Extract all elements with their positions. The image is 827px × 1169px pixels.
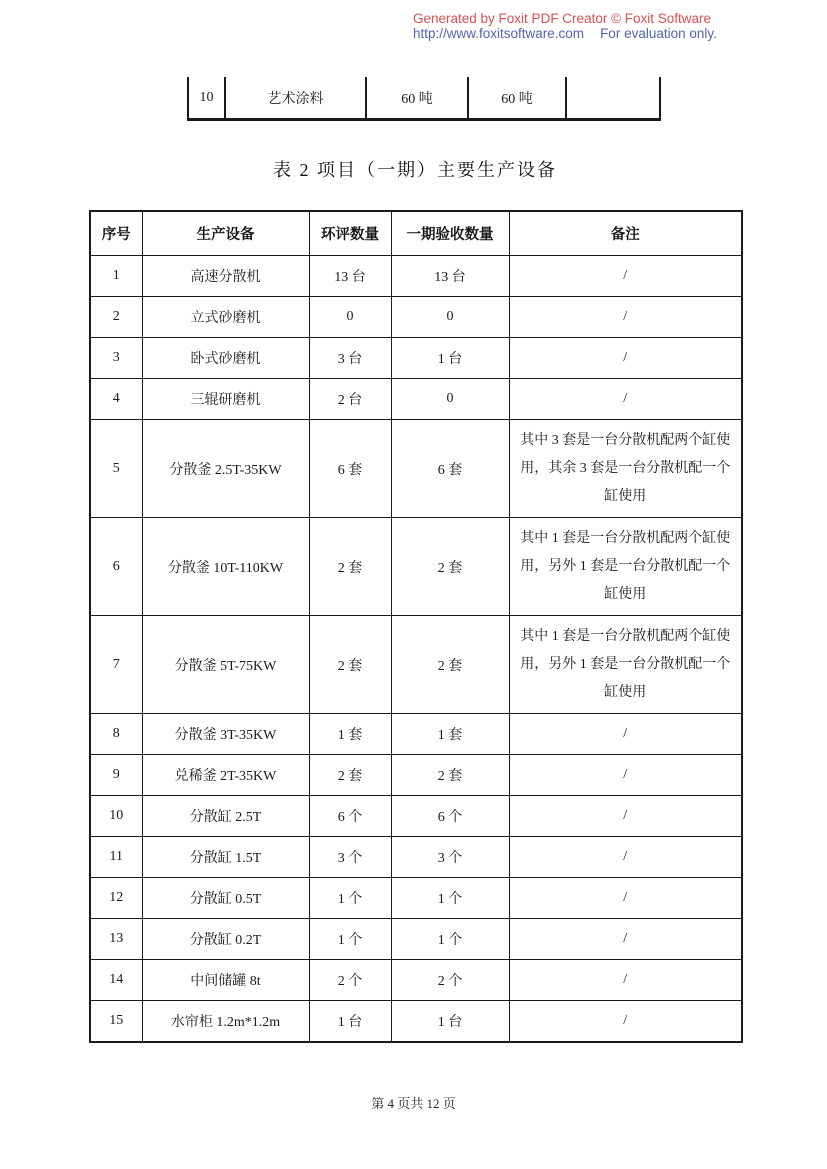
watermark-line2 — [413, 26, 717, 41]
row-number: 7 — [90, 616, 142, 714]
eia-quantity: 1 台 — [309, 1001, 391, 1043]
watermark — [413, 11, 717, 41]
table2-row — [90, 837, 742, 878]
equipment-name: 分散釜 2.5T-35KW — [142, 420, 309, 518]
eia-quantity: 1 个 — [309, 919, 391, 960]
phase1-acceptance-quantity: 3 个 — [391, 837, 509, 878]
table2-row — [90, 919, 742, 960]
remark: / — [509, 338, 742, 379]
table1-continuation-row — [188, 77, 660, 120]
remark: / — [509, 878, 742, 919]
row-number: 1 — [90, 256, 142, 297]
remark: 其中 1 套是一台分散机配两个缸使用，另外 1 套是一台分散机配一个缸使用 — [509, 616, 742, 714]
remark: / — [509, 919, 742, 960]
product-name: 艺术涂料 — [225, 77, 366, 120]
phase1-amount: 60 吨 — [468, 77, 566, 120]
watermark-url: http://www.foxitsoftware.com — [413, 26, 585, 41]
phase1-acceptance-quantity: 2 套 — [391, 755, 509, 796]
row-number: 13 — [90, 919, 142, 960]
row-number: 5 — [90, 420, 142, 518]
row-number: 4 — [90, 379, 142, 420]
eia-quantity: 2 套 — [309, 616, 391, 714]
equipment-name: 卧式砂磨机 — [142, 338, 309, 379]
watermark-line1: Generated by Foxit PDF Creator © Foxit Software — [413, 11, 712, 26]
equipment-name: 分散缸 1.5T — [142, 837, 309, 878]
remark: / — [509, 256, 742, 297]
row-number: 3 — [90, 338, 142, 379]
header-row-number: 序号 — [90, 211, 142, 256]
eia-quantity: 3 台 — [309, 338, 391, 379]
equipment-name: 中间储罐 8t — [142, 960, 309, 1001]
row-number: 8 — [90, 714, 142, 755]
remark: / — [509, 837, 742, 878]
table2-row — [90, 338, 742, 379]
eia-amount: 60 吨 — [366, 77, 468, 120]
row-number: 9 — [90, 755, 142, 796]
remark: / — [509, 1001, 742, 1043]
row-number: 2 — [90, 297, 142, 338]
equipment-name: 分散缸 0.2T — [142, 919, 309, 960]
phase1-acceptance-quantity: 6 套 — [391, 420, 509, 518]
header-phase1-quantity: 一期验收数量 — [391, 211, 509, 256]
eia-quantity: 2 个 — [309, 960, 391, 1001]
table2-row — [90, 796, 742, 837]
table2-row — [90, 1001, 742, 1043]
table2-row — [90, 379, 742, 420]
phase1-acceptance-quantity: 6 个 — [391, 796, 509, 837]
phase1-acceptance-quantity: 1 台 — [391, 338, 509, 379]
remark: 其中 1 套是一台分散机配两个缸使用，另外 1 套是一台分散机配一个缸使用 — [509, 518, 742, 616]
remark: / — [509, 960, 742, 1001]
eia-quantity: 13 台 — [309, 256, 391, 297]
remark: / — [509, 379, 742, 420]
eia-quantity: 1 套 — [309, 714, 391, 755]
table2-row — [90, 616, 742, 714]
phase1-acceptance-quantity: 0 — [391, 379, 509, 420]
empty-cell — [566, 77, 660, 120]
phase1-acceptance-quantity: 1 个 — [391, 919, 509, 960]
row-number: 10 — [90, 796, 142, 837]
remark: / — [509, 297, 742, 338]
eia-quantity: 6 个 — [309, 796, 391, 837]
table2-title: 表 2 项目（一期）主要生产设备 — [273, 160, 557, 180]
eia-quantity: 2 套 — [309, 755, 391, 796]
phase1-acceptance-quantity: 1 套 — [391, 714, 509, 755]
header-equipment: 生产设备 — [142, 211, 309, 256]
watermark-note: For evaluation only. — [600, 26, 717, 41]
equipment-name: 高速分散机 — [142, 256, 309, 297]
page-number: 第 4 页共 12 页 — [371, 1096, 456, 1111]
eia-quantity: 1 个 — [309, 878, 391, 919]
phase1-acceptance-quantity: 2 套 — [391, 518, 509, 616]
table2-row — [90, 256, 742, 297]
table2-body — [90, 256, 742, 1043]
row-number: 12 — [90, 878, 142, 919]
header-remark: 备注 — [509, 211, 742, 256]
equipment-name: 兑稀釜 2T-35KW — [142, 755, 309, 796]
equipment-name: 三辊研磨机 — [142, 379, 309, 420]
equipment-name: 分散釜 3T-35KW — [142, 714, 309, 755]
row-number: 14 — [90, 960, 142, 1001]
row-number: 6 — [90, 518, 142, 616]
table2-row — [90, 420, 742, 518]
row-number: 11 — [90, 837, 142, 878]
row-number: 10 — [188, 77, 225, 120]
row-number: 15 — [90, 1001, 142, 1043]
equipment-name: 分散釜 5T-75KW — [142, 616, 309, 714]
equipment-name: 分散缸 0.5T — [142, 878, 309, 919]
table2-row — [90, 878, 742, 919]
remark: / — [509, 714, 742, 755]
header-eia-quantity: 环评数量 — [309, 211, 391, 256]
phase1-acceptance-quantity: 1 个 — [391, 878, 509, 919]
eia-quantity: 6 套 — [309, 420, 391, 518]
equipment-name: 立式砂磨机 — [142, 297, 309, 338]
eia-quantity: 3 个 — [309, 837, 391, 878]
equipment-name: 分散釜 10T-110KW — [142, 518, 309, 616]
table2-header-row — [90, 211, 742, 256]
equipment-name: 分散缸 2.5T — [142, 796, 309, 837]
equipment-name: 水帘柜 1.2m*1.2m — [142, 1001, 309, 1043]
eia-quantity: 0 — [309, 297, 391, 338]
remark: / — [509, 755, 742, 796]
table2-row — [90, 297, 742, 338]
phase1-acceptance-quantity: 2 套 — [391, 616, 509, 714]
table2-row — [90, 714, 742, 755]
phase1-acceptance-quantity: 13 台 — [391, 256, 509, 297]
phase1-acceptance-quantity: 2 个 — [391, 960, 509, 1001]
table1-continuation — [187, 77, 661, 121]
eia-quantity: 2 套 — [309, 518, 391, 616]
table2-row — [90, 960, 742, 1001]
table2-row — [90, 755, 742, 796]
eia-quantity: 2 台 — [309, 379, 391, 420]
remark: 其中 3 套是一台分散机配两个缸使用，其余 3 套是一台分散机配一个缸使用 — [509, 420, 742, 518]
table2-row — [90, 518, 742, 616]
phase1-acceptance-quantity: 0 — [391, 297, 509, 338]
phase1-acceptance-quantity: 1 台 — [391, 1001, 509, 1043]
table2-equipment — [89, 210, 743, 1043]
remark: / — [509, 796, 742, 837]
